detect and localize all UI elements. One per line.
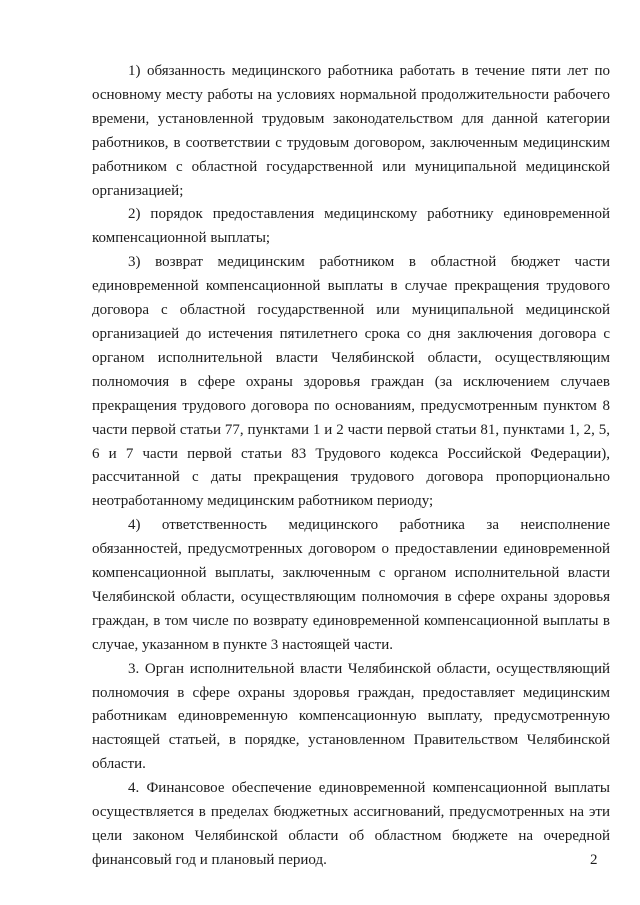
document-body: [92, 60, 610, 873]
page-number: 2: [590, 852, 598, 868]
paragraph-item-1: 1) обязанность медицинского работника работать в течение пяти лет по основному месту работы на условиях нормальной продолжительности рабочего времени, установленной трудовым законодательством для данной категории работников, в соответствии с трудовым договором, заключенным медицинским работником с областной государственной или муниципальной медицинской организацией;: [92, 63, 610, 199]
paragraph-item-4: 4) ответственность медицинского работника за неисполнение обязанностей, предусмотренных договором о предоставлении единовременной компенсационной выплаты, заключенным с органом исполнительной власти Челябинской области, осуществляющим полномочия в сфере охраны здоровья граждан, в том числе по возврату единовременной компенсационной выплаты в случае, указанном в пункте 3 настоящей части.: [92, 517, 610, 653]
paragraph-part-3: 3. Орган исполнительной власти Челябинской области, осуществляющий полномочия в сфере охраны здоровья граждан, предоставляет медицинским работникам единовременную компенсационную выплату, предусмотренную настоящей статьей, в порядке, установленном Правительством Челябинской области.: [92, 660, 610, 773]
paragraph-part-4: 4. Финансовое обеспечение единовременной компенсационной выплаты осуществляется в пределах бюджетных ассигнований, предусмотренных на эти цели законом Челябинской области об областном бюджете на очередной финансовый год и плановый период.: [92, 780, 610, 868]
paragraph-item-2: 2) порядок предоставления медицинскому работнику единовременной компенсационной выплаты;: [92, 206, 610, 247]
paragraph-item-3: 3) возврат медицинским работником в областной бюджет части единовременной компенсационной выплаты в случае прекращения трудового договора с областной государственной или муниципальной медицинской организацией до истечения пятилетнего срока со дня заключения договора с органом исполнительной власти Челябинской области, осуществляющим полномочия в сфере охраны здоровья граждан (за исключением случаев прекращения трудового договора по основаниям, предусмотренным пунктом 8 части первой статьи 77, пунктами 1 и 2 части первой статьи 81, пунктами 1, 2, 5, 6 и 7 части первой статьи 83 Трудового кодекса Российской Федерации), рассчитанной с даты прекращения трудового договора пропорционально неотработанному медицинским работником периоду;: [92, 254, 610, 510]
